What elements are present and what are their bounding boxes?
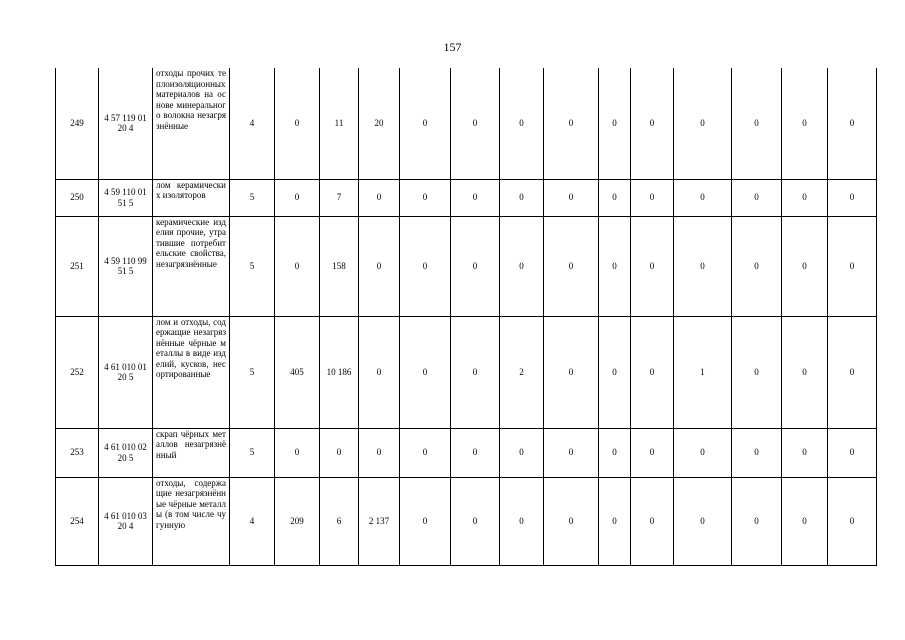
value-cell: 0 bbox=[599, 179, 631, 216]
value-cell: 0 bbox=[451, 216, 500, 316]
table-row bbox=[56, 216, 877, 316]
value-cell: 4 bbox=[230, 477, 275, 565]
value-cell: 0 bbox=[544, 428, 599, 477]
waste-code-cell: 4 61 010 01 20 5 bbox=[99, 316, 153, 428]
value-cell: 0 bbox=[400, 179, 451, 216]
waste-table bbox=[55, 68, 877, 566]
row-number-cell: 253 bbox=[56, 428, 99, 477]
value-cell: 0 bbox=[451, 428, 500, 477]
value-cell: 0 bbox=[674, 477, 732, 565]
value-cell: 0 bbox=[451, 316, 500, 428]
value-cell: 20 bbox=[359, 68, 400, 179]
value-cell: 0 bbox=[732, 216, 782, 316]
row-number-cell: 250 bbox=[56, 179, 99, 216]
value-cell: 0 bbox=[828, 216, 877, 316]
value-cell: 0 bbox=[828, 68, 877, 179]
value-cell: 11 bbox=[320, 68, 359, 179]
value-cell: 0 bbox=[599, 216, 631, 316]
value-cell: 4 bbox=[230, 68, 275, 179]
value-cell: 1 bbox=[674, 316, 732, 428]
value-cell: 0 bbox=[674, 428, 732, 477]
value-cell: 0 bbox=[782, 316, 828, 428]
value-cell: 0 bbox=[400, 428, 451, 477]
waste-code-cell: 4 61 010 03 20 4 bbox=[99, 477, 153, 565]
waste-description-cell: отходы прочих теплоизоляционных материалов на основе минерального волокна незагрязнённые bbox=[153, 68, 230, 179]
value-cell: 0 bbox=[320, 428, 359, 477]
waste-description-cell: лом керамических изоляторов bbox=[153, 179, 230, 216]
value-cell: 0 bbox=[732, 179, 782, 216]
value-cell: 10 186 bbox=[320, 316, 359, 428]
value-cell: 0 bbox=[828, 477, 877, 565]
value-cell: 6 bbox=[320, 477, 359, 565]
waste-description-cell: скрап чёрных металлов незагрязнённый bbox=[153, 428, 230, 477]
value-cell: 0 bbox=[732, 428, 782, 477]
value-cell: 5 bbox=[230, 179, 275, 216]
value-cell: 0 bbox=[732, 316, 782, 428]
value-cell: 0 bbox=[359, 216, 400, 316]
value-cell: 209 bbox=[275, 477, 320, 565]
row-number-cell: 249 bbox=[56, 68, 99, 179]
value-cell: 0 bbox=[599, 428, 631, 477]
value-cell: 0 bbox=[631, 477, 674, 565]
value-cell: 2 137 bbox=[359, 477, 400, 565]
value-cell: 0 bbox=[631, 216, 674, 316]
value-cell: 0 bbox=[631, 316, 674, 428]
value-cell: 0 bbox=[599, 68, 631, 179]
value-cell: 0 bbox=[275, 68, 320, 179]
value-cell: 0 bbox=[451, 68, 500, 179]
value-cell: 0 bbox=[544, 179, 599, 216]
value-cell: 5 bbox=[230, 316, 275, 428]
value-cell: 0 bbox=[275, 179, 320, 216]
value-cell: 0 bbox=[400, 316, 451, 428]
value-cell: 0 bbox=[674, 179, 732, 216]
value-cell: 405 bbox=[275, 316, 320, 428]
value-cell: 0 bbox=[631, 428, 674, 477]
page-number: 157 bbox=[443, 40, 462, 54]
value-cell: 7 bbox=[320, 179, 359, 216]
value-cell: 0 bbox=[544, 477, 599, 565]
value-cell: 158 bbox=[320, 216, 359, 316]
waste-description-cell: керамические изделия прочие, утратившие потребительские свойства, незагрязнённые bbox=[153, 216, 230, 316]
table-row bbox=[56, 477, 877, 565]
table-row bbox=[56, 68, 877, 179]
value-cell: 0 bbox=[500, 477, 544, 565]
value-cell: 2 bbox=[500, 316, 544, 428]
value-cell: 0 bbox=[500, 216, 544, 316]
waste-code-cell: 4 59 110 01 51 5 bbox=[99, 179, 153, 216]
value-cell: 0 bbox=[782, 428, 828, 477]
value-cell: 0 bbox=[544, 68, 599, 179]
value-cell: 0 bbox=[359, 428, 400, 477]
value-cell: 0 bbox=[631, 179, 674, 216]
value-cell: 0 bbox=[599, 477, 631, 565]
value-cell: 0 bbox=[275, 428, 320, 477]
waste-description-cell: лом и отходы, содержащие незагрязнённые чёрные металлы в виде изделий, кусков, несортированные bbox=[153, 316, 230, 428]
value-cell: 0 bbox=[359, 179, 400, 216]
waste-code-cell: 4 61 010 02 20 5 bbox=[99, 428, 153, 477]
value-cell: 0 bbox=[275, 216, 320, 316]
value-cell: 0 bbox=[782, 477, 828, 565]
value-cell: 5 bbox=[230, 428, 275, 477]
value-cell: 0 bbox=[828, 428, 877, 477]
value-cell: 0 bbox=[359, 316, 400, 428]
value-cell: 0 bbox=[500, 428, 544, 477]
row-number-cell: 254 bbox=[56, 477, 99, 565]
value-cell: 0 bbox=[782, 179, 828, 216]
value-cell: 0 bbox=[400, 477, 451, 565]
value-cell: 0 bbox=[732, 477, 782, 565]
value-cell: 0 bbox=[500, 179, 544, 216]
value-cell: 0 bbox=[400, 216, 451, 316]
row-number-cell: 251 bbox=[56, 216, 99, 316]
row-number-cell: 252 bbox=[56, 316, 99, 428]
value-cell: 0 bbox=[782, 68, 828, 179]
table-row bbox=[56, 428, 877, 477]
table-row bbox=[56, 316, 877, 428]
value-cell: 0 bbox=[500, 68, 544, 179]
waste-description-cell: отходы, содержащие незагрязнённые чёрные металлы (в том числе чугунную bbox=[153, 477, 230, 565]
value-cell: 0 bbox=[828, 179, 877, 216]
waste-code-cell: 4 57 119 01 20 4 bbox=[99, 68, 153, 179]
value-cell: 0 bbox=[782, 216, 828, 316]
value-cell: 0 bbox=[674, 68, 732, 179]
value-cell: 0 bbox=[631, 68, 674, 179]
value-cell: 0 bbox=[544, 216, 599, 316]
value-cell: 0 bbox=[599, 316, 631, 428]
table-body bbox=[56, 68, 877, 565]
waste-code-cell: 4 59 110 99 51 5 bbox=[99, 216, 153, 316]
value-cell: 0 bbox=[828, 316, 877, 428]
value-cell: 0 bbox=[451, 477, 500, 565]
value-cell: 0 bbox=[732, 68, 782, 179]
value-cell: 0 bbox=[544, 316, 599, 428]
value-cell: 0 bbox=[400, 68, 451, 179]
value-cell: 0 bbox=[451, 179, 500, 216]
value-cell: 0 bbox=[674, 216, 732, 316]
table-row bbox=[56, 179, 877, 216]
value-cell: 5 bbox=[230, 216, 275, 316]
